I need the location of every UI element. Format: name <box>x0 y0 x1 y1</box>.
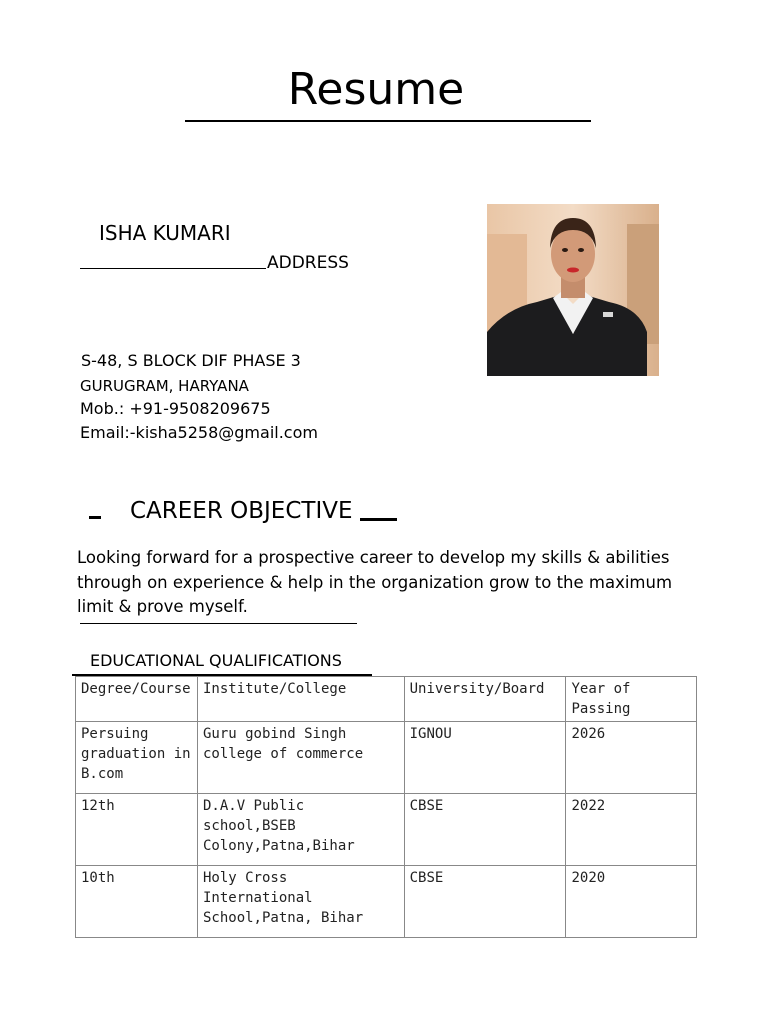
table-cell: 2026 <box>566 722 697 794</box>
email-address: Email:-kisha5258@gmail.com <box>80 423 318 442</box>
column-header: Year of Passing <box>566 677 697 722</box>
table-cell: Holy Cross International School,Patna, Bihar <box>197 866 404 938</box>
address-line-2: GURUGRAM, HARYANA <box>80 377 249 395</box>
education-table <box>75 676 697 938</box>
table-row <box>76 866 697 938</box>
mobile-number: Mob.: +91-9508209675 <box>80 399 271 418</box>
table-cell: Persuing graduation in B.com <box>76 722 198 794</box>
career-objective-heading: CAREER OBJECTIVE <box>130 498 353 524</box>
education-heading: EDUCATIONAL QUALIFICATIONS <box>90 651 342 670</box>
candidate-name: ISHA KUMARI <box>99 221 231 245</box>
table-header-row <box>76 677 697 722</box>
page-title: Resume <box>287 64 465 115</box>
column-header: Degree/Course <box>76 677 198 722</box>
table-cell: Guru gobind Singh college of commerce <box>197 722 404 794</box>
title-underline <box>185 120 591 122</box>
table-row <box>76 722 697 794</box>
career-heading-rule <box>360 518 397 521</box>
address-rule <box>80 268 266 269</box>
table-cell: CBSE <box>404 794 566 866</box>
address-line-1: S-48, S BLOCK DIF PHASE 3 <box>81 351 301 370</box>
table-cell: IGNOU <box>404 722 566 794</box>
portrait-photo <box>487 204 659 376</box>
table-cell: 2022 <box>566 794 697 866</box>
table-cell: 2020 <box>566 866 697 938</box>
table-cell: 10th <box>76 866 198 938</box>
column-header: Institute/College <box>197 677 404 722</box>
objective-rule <box>80 623 357 624</box>
portrait-photo-icon <box>487 204 659 376</box>
table-cell: 12th <box>76 794 198 866</box>
section-bullet <box>89 516 101 519</box>
column-header: University/Board <box>404 677 566 722</box>
career-objective-text: Looking forward for a prospective career to develop my skills & abilities through on experience & help in the organization grow to the maximum limit & prove myself. <box>77 548 673 616</box>
table-cell: CBSE <box>404 866 566 938</box>
table-cell: D.A.V Public school,BSEB Colony,Patna,Bihar <box>197 794 404 866</box>
table-row <box>76 794 697 866</box>
address-label: ADDRESS <box>267 253 349 273</box>
